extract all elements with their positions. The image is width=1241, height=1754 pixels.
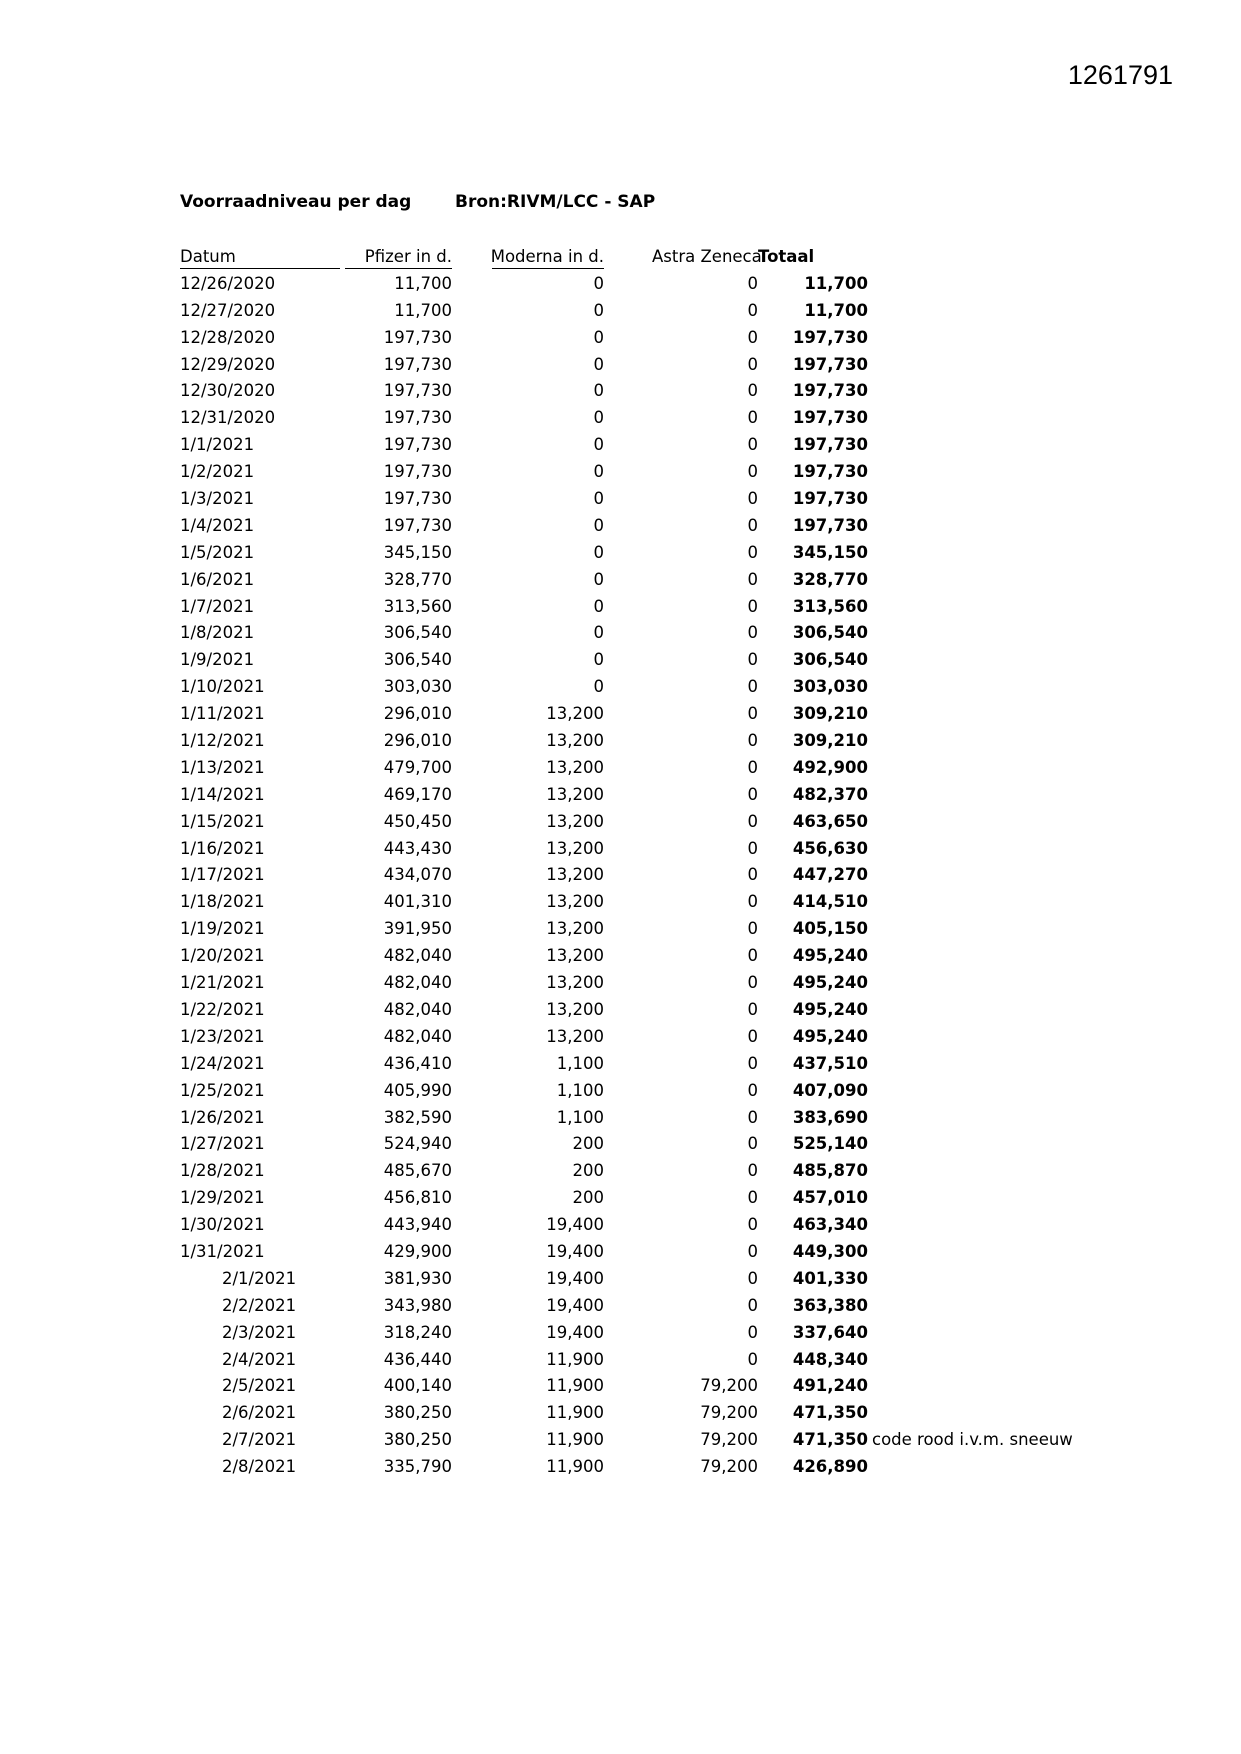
cell-date: 2/5/2021 — [222, 1376, 297, 1396]
cell-date: 1/1/2021 — [180, 435, 255, 455]
cell-pfizer: 391,950 — [383, 919, 452, 939]
cell-date: 12/31/2020 — [180, 408, 276, 428]
cell-moderna: 0 — [593, 381, 604, 401]
cell-pfizer: 197,730 — [383, 408, 452, 428]
cell-astra: 79,200 — [700, 1457, 758, 1477]
cell-pfizer: 450,450 — [383, 811, 452, 831]
cell-total: 383,690 — [792, 1107, 868, 1127]
cell-pfizer: 400,140 — [383, 1376, 452, 1396]
cell-pfizer: 306,540 — [383, 623, 452, 643]
cell-total: 463,340 — [792, 1215, 868, 1235]
header-underline-moderna — [492, 268, 604, 269]
cell-total: 491,240 — [792, 1376, 868, 1396]
cell-total: 457,010 — [792, 1188, 868, 1208]
cell-moderna: 11,900 — [546, 1457, 604, 1477]
cell-pfizer: 380,250 — [383, 1403, 452, 1423]
cell-moderna: 13,200 — [546, 784, 604, 804]
cell-moderna: 13,200 — [546, 757, 604, 777]
cell-astra: 0 — [747, 811, 758, 831]
cell-total: 313,560 — [792, 596, 868, 616]
cell-total: 197,730 — [792, 515, 868, 535]
header-underline-date — [180, 268, 340, 269]
cell-moderna: 13,200 — [546, 865, 604, 885]
document-id: 1261791 — [1067, 60, 1173, 90]
cell-moderna: 13,200 — [546, 838, 604, 858]
cell-date: 1/22/2021 — [180, 999, 265, 1019]
cell-astra: 0 — [747, 865, 758, 885]
cell-pfizer: 197,730 — [383, 354, 452, 374]
cell-date: 12/30/2020 — [180, 381, 276, 401]
cell-astra: 0 — [747, 515, 758, 535]
cell-pfizer: 197,730 — [383, 327, 452, 347]
cell-moderna: 13,200 — [546, 946, 604, 966]
cell-date: 2/1/2021 — [222, 1268, 297, 1288]
cell-date: 1/20/2021 — [180, 946, 265, 966]
cell-total: 482,370 — [792, 784, 868, 804]
cell-moderna: 0 — [593, 300, 604, 320]
cell-pfizer: 482,040 — [383, 946, 452, 966]
cell-total: 495,240 — [792, 946, 868, 966]
cell-date: 1/5/2021 — [180, 542, 255, 562]
source-label: Bron:RIVM/LCC - SAP — [455, 192, 656, 212]
cell-pfizer: 456,810 — [383, 1188, 452, 1208]
cell-date: 1/9/2021 — [180, 650, 255, 670]
cell-moderna: 0 — [593, 435, 604, 455]
cell-total: 426,890 — [792, 1457, 868, 1477]
cell-astra: 0 — [747, 946, 758, 966]
header-total: Totaal — [758, 247, 815, 266]
cell-moderna: 13,200 — [546, 919, 604, 939]
cell-date: 2/7/2021 — [222, 1430, 297, 1450]
cell-moderna: 19,400 — [546, 1322, 604, 1342]
cell-date: 1/12/2021 — [180, 731, 265, 751]
cell-moderna: 0 — [593, 408, 604, 428]
cell-total: 345,150 — [792, 542, 868, 562]
cell-total: 309,210 — [792, 731, 868, 751]
cell-astra: 0 — [747, 1080, 758, 1100]
cell-pfizer: 485,670 — [383, 1161, 452, 1181]
cell-astra: 0 — [747, 784, 758, 804]
cell-total: 448,340 — [792, 1349, 868, 1369]
cell-moderna: 19,400 — [546, 1241, 604, 1261]
cell-total: 401,330 — [792, 1268, 868, 1288]
cell-astra: 79,200 — [700, 1376, 758, 1396]
cell-moderna: 0 — [593, 354, 604, 374]
cell-pfizer: 303,030 — [383, 677, 452, 697]
cell-total: 437,510 — [792, 1053, 868, 1073]
cell-total: 11,700 — [804, 300, 868, 320]
cell-moderna: 13,200 — [546, 811, 604, 831]
cell-astra: 0 — [747, 999, 758, 1019]
cell-moderna: 1,100 — [556, 1107, 604, 1127]
cell-astra: 0 — [747, 542, 758, 562]
cell-date: 1/2/2021 — [180, 462, 255, 482]
header-pfizer: Pfizer in d. — [364, 247, 452, 266]
cell-pfizer: 345,150 — [383, 542, 452, 562]
header-date: Datum — [180, 247, 236, 266]
cell-astra: 0 — [747, 300, 758, 320]
cell-pfizer: 313,560 — [383, 596, 452, 616]
cell-date: 2/4/2021 — [222, 1349, 297, 1369]
cell-moderna: 0 — [593, 677, 604, 697]
cell-astra: 0 — [747, 354, 758, 374]
cell-astra: 0 — [747, 1026, 758, 1046]
cell-pfizer: 482,040 — [383, 973, 452, 993]
cell-total: 463,650 — [792, 811, 868, 831]
cell-date: 1/29/2021 — [180, 1188, 265, 1208]
cell-astra: 0 — [747, 462, 758, 482]
cell-astra: 0 — [747, 892, 758, 912]
cell-date: 12/27/2020 — [180, 300, 276, 320]
cell-moderna: 11,900 — [546, 1376, 604, 1396]
cell-moderna: 0 — [593, 462, 604, 482]
cell-astra: 0 — [747, 1053, 758, 1073]
cell-total: 197,730 — [792, 354, 868, 374]
cell-total: 328,770 — [792, 569, 868, 589]
cell-pfizer: 197,730 — [383, 489, 452, 509]
cell-date: 1/17/2021 — [180, 865, 265, 885]
cell-pfizer: 380,250 — [383, 1430, 452, 1450]
cell-moderna: 19,400 — [546, 1268, 604, 1288]
cell-pfizer: 197,730 — [383, 515, 452, 535]
cell-pfizer: 482,040 — [383, 999, 452, 1019]
cell-astra: 0 — [747, 731, 758, 751]
cell-astra: 0 — [747, 919, 758, 939]
cell-pfizer: 434,070 — [383, 865, 452, 885]
cell-pfizer: 197,730 — [383, 381, 452, 401]
cell-total: 492,900 — [792, 757, 868, 777]
cell-total: 485,870 — [792, 1161, 868, 1181]
cell-moderna: 19,400 — [546, 1295, 604, 1315]
cell-pfizer: 524,940 — [383, 1134, 452, 1154]
cell-date: 1/31/2021 — [180, 1241, 265, 1261]
cell-date: 12/28/2020 — [180, 327, 276, 347]
cell-astra: 0 — [747, 273, 758, 293]
cell-astra: 0 — [747, 381, 758, 401]
cell-moderna: 13,200 — [546, 973, 604, 993]
cell-astra: 0 — [747, 677, 758, 697]
cell-astra: 0 — [747, 1188, 758, 1208]
cell-pfizer: 335,790 — [383, 1457, 452, 1477]
cell-date: 2/2/2021 — [222, 1295, 297, 1315]
cell-date: 1/14/2021 — [180, 784, 265, 804]
cell-total: 197,730 — [792, 327, 868, 347]
cell-date: 1/23/2021 — [180, 1026, 265, 1046]
header-moderna: Moderna in d. — [490, 247, 604, 266]
cell-moderna: 0 — [593, 327, 604, 347]
cell-date: 1/25/2021 — [180, 1080, 265, 1100]
cell-moderna: 0 — [593, 623, 604, 643]
cell-date: 1/11/2021 — [180, 704, 265, 724]
cell-moderna: 13,200 — [546, 704, 604, 724]
cell-date: 1/30/2021 — [180, 1215, 265, 1235]
cell-pfizer: 11,700 — [394, 273, 452, 293]
cell-total: 414,510 — [792, 892, 868, 912]
cell-astra: 0 — [747, 623, 758, 643]
cell-total: 306,540 — [792, 623, 868, 643]
cell-moderna: 0 — [593, 515, 604, 535]
cell-date: 1/7/2021 — [180, 596, 255, 616]
cell-total: 495,240 — [792, 1026, 868, 1046]
cell-total: 456,630 — [792, 838, 868, 858]
cell-moderna: 200 — [572, 1188, 604, 1208]
cell-moderna: 200 — [572, 1161, 604, 1181]
cell-pfizer: 343,980 — [383, 1295, 452, 1315]
cell-pfizer: 401,310 — [383, 892, 452, 912]
cell-moderna: 13,200 — [546, 999, 604, 1019]
cell-moderna: 200 — [572, 1134, 604, 1154]
cell-date: 1/27/2021 — [180, 1134, 265, 1154]
cell-pfizer: 429,900 — [383, 1241, 452, 1261]
cell-astra: 79,200 — [700, 1430, 758, 1450]
cell-date: 2/3/2021 — [222, 1322, 297, 1342]
cell-moderna: 19,400 — [546, 1215, 604, 1235]
cell-total: 337,640 — [792, 1322, 868, 1342]
cell-date: 1/8/2021 — [180, 623, 255, 643]
cell-astra: 0 — [747, 704, 758, 724]
cell-date: 2/8/2021 — [222, 1457, 297, 1477]
cell-astra: 0 — [747, 1295, 758, 1315]
cell-moderna: 1,100 — [556, 1053, 604, 1073]
cell-astra: 0 — [747, 327, 758, 347]
cell-pfizer: 482,040 — [383, 1026, 452, 1046]
cell-astra: 0 — [747, 489, 758, 509]
cell-date: 1/21/2021 — [180, 973, 265, 993]
cell-pfizer: 382,590 — [383, 1107, 452, 1127]
cell-pfizer: 306,540 — [383, 650, 452, 670]
cell-date: 1/3/2021 — [180, 489, 255, 509]
cell-moderna: 0 — [593, 650, 604, 670]
cell-astra: 0 — [747, 650, 758, 670]
cell-astra: 0 — [747, 1241, 758, 1261]
cell-date: 1/6/2021 — [180, 569, 255, 589]
cell-total: 449,300 — [792, 1241, 868, 1261]
cell-pfizer: 318,240 — [383, 1322, 452, 1342]
cell-moderna: 0 — [593, 489, 604, 509]
cell-astra: 0 — [747, 1107, 758, 1127]
cell-date: 2/6/2021 — [222, 1403, 297, 1423]
cell-total: 363,380 — [792, 1295, 868, 1315]
cell-date: 1/4/2021 — [180, 515, 255, 535]
cell-pfizer: 381,930 — [383, 1268, 452, 1288]
cell-astra: 0 — [747, 596, 758, 616]
cell-total: 447,270 — [792, 865, 868, 885]
cell-astra: 0 — [747, 408, 758, 428]
cell-total: 197,730 — [792, 408, 868, 428]
cell-total: 309,210 — [792, 704, 868, 724]
cell-pfizer: 296,010 — [383, 704, 452, 724]
cell-date: 1/24/2021 — [180, 1053, 265, 1073]
cell-total: 11,700 — [804, 273, 868, 293]
cell-astra: 79,200 — [700, 1403, 758, 1423]
cell-pfizer: 11,700 — [394, 300, 452, 320]
cell-pfizer: 197,730 — [383, 435, 452, 455]
cell-date: 12/26/2020 — [180, 273, 276, 293]
cell-moderna: 11,900 — [546, 1349, 604, 1369]
cell-moderna: 0 — [593, 569, 604, 589]
cell-astra: 0 — [747, 757, 758, 777]
header-underline-pfizer — [345, 268, 452, 269]
cell-total: 525,140 — [792, 1134, 868, 1154]
header-astra: Astra Zeneca — [652, 247, 762, 266]
cell-astra: 0 — [747, 838, 758, 858]
cell-moderna: 0 — [593, 596, 604, 616]
cell-moderna: 13,200 — [546, 731, 604, 751]
cell-date: 12/29/2020 — [180, 354, 276, 374]
cell-total: 405,150 — [792, 919, 868, 939]
cell-date: 1/18/2021 — [180, 892, 265, 912]
cell-astra: 0 — [747, 973, 758, 993]
cell-date: 1/10/2021 — [180, 677, 265, 697]
cell-pfizer: 469,170 — [383, 784, 452, 804]
cell-moderna: 0 — [593, 273, 604, 293]
cell-astra: 0 — [747, 435, 758, 455]
cell-total: 197,730 — [792, 462, 868, 482]
cell-total: 197,730 — [792, 381, 868, 401]
cell-date: 1/13/2021 — [180, 757, 265, 777]
cell-pfizer: 479,700 — [383, 757, 452, 777]
cell-astra: 0 — [747, 1215, 758, 1235]
cell-astra: 0 — [747, 1161, 758, 1181]
cell-total: 407,090 — [792, 1080, 868, 1100]
cell-pfizer: 405,990 — [383, 1080, 452, 1100]
cell-pfizer: 296,010 — [383, 731, 452, 751]
cell-astra: 0 — [747, 1134, 758, 1154]
cell-pfizer: 328,770 — [383, 569, 452, 589]
cell-total: 471,350 — [792, 1403, 868, 1423]
cell-total: 471,350 — [792, 1430, 868, 1450]
cell-moderna: 0 — [593, 542, 604, 562]
cell-pfizer: 436,410 — [383, 1053, 452, 1073]
cell-total: 306,540 — [792, 650, 868, 670]
cell-date: 1/26/2021 — [180, 1107, 265, 1127]
cell-date: 1/19/2021 — [180, 919, 265, 939]
cell-moderna: 11,900 — [546, 1403, 604, 1423]
cell-astra: 0 — [747, 1322, 758, 1342]
cell-date: 1/15/2021 — [180, 811, 265, 831]
cell-pfizer: 197,730 — [383, 462, 452, 482]
cell-astra: 0 — [747, 569, 758, 589]
cell-moderna: 13,200 — [546, 892, 604, 912]
cell-date: 1/28/2021 — [180, 1161, 265, 1181]
page-title: Voorraadniveau per dag — [180, 192, 412, 212]
cell-moderna: 1,100 — [556, 1080, 604, 1100]
cell-total: 197,730 — [792, 435, 868, 455]
cell-pfizer: 443,940 — [383, 1215, 452, 1235]
cell-note: code rood i.v.m. sneeuw — [872, 1430, 1073, 1450]
cell-date: 1/16/2021 — [180, 838, 265, 858]
cell-moderna: 13,200 — [546, 1026, 604, 1046]
cell-astra: 0 — [747, 1268, 758, 1288]
cell-astra: 0 — [747, 1349, 758, 1369]
cell-total: 303,030 — [792, 677, 868, 697]
cell-pfizer: 443,430 — [383, 838, 452, 858]
cell-moderna: 11,900 — [546, 1430, 604, 1450]
cell-total: 197,730 — [792, 489, 868, 509]
cell-pfizer: 436,440 — [383, 1349, 452, 1369]
cell-total: 495,240 — [792, 999, 868, 1019]
cell-total: 495,240 — [792, 973, 868, 993]
